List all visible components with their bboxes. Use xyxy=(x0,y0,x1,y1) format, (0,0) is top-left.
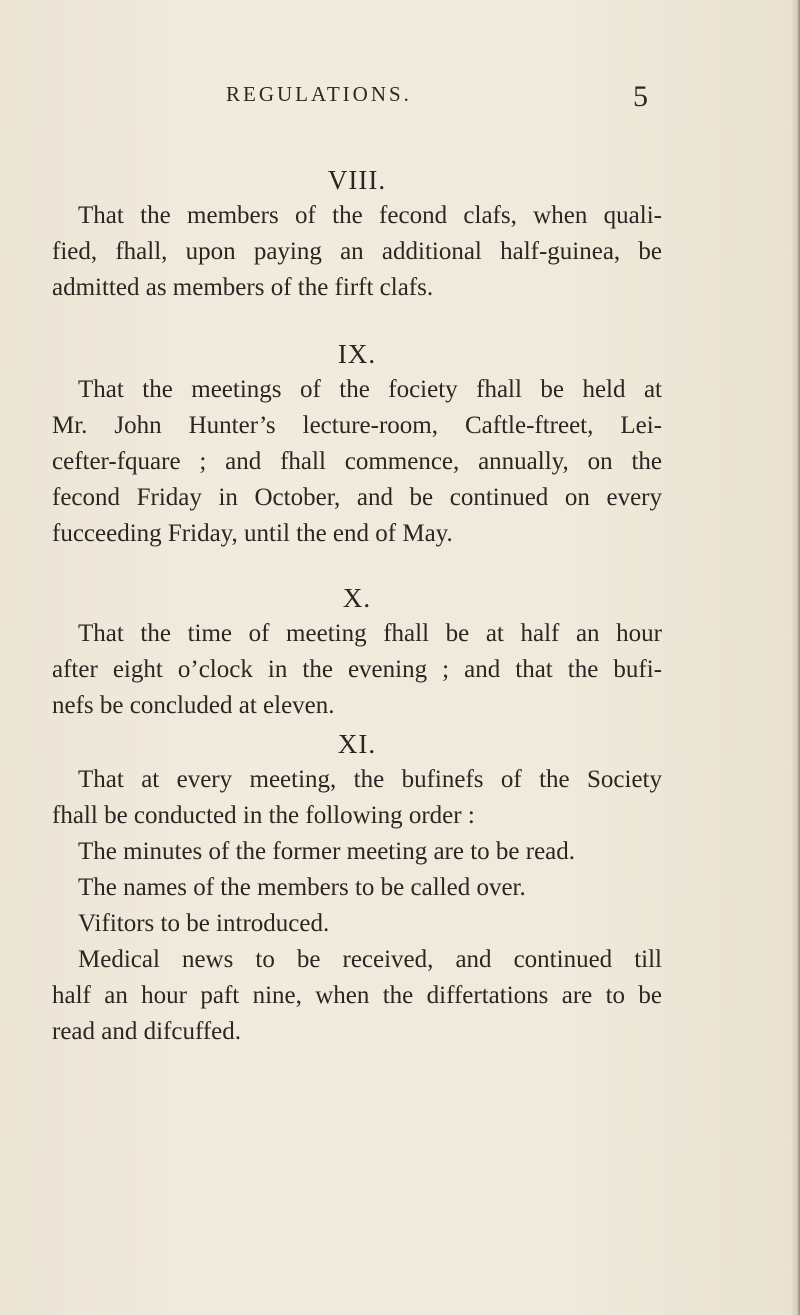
text-line: The names of the members to be called over. xyxy=(78,874,526,901)
text-line: That the meetings of the fociety fhall be held at xyxy=(78,376,662,403)
section-viii xyxy=(52,162,662,306)
text-line: Vifitors to be introduced. xyxy=(78,910,330,937)
text-line: nefs be concluded at eleven. xyxy=(52,692,335,719)
section-numeral: XI. xyxy=(337,729,377,759)
text-line: Medical news to be received, and continued till xyxy=(78,946,662,973)
text-line: admitted as members of the firft clafs. xyxy=(52,274,434,301)
text-line: That at every meeting, the bufinefs of the Society xyxy=(78,766,662,793)
section-numeral: X. xyxy=(342,583,372,613)
text-line: read and difcuffed. xyxy=(52,1018,242,1045)
page-number: 5 xyxy=(633,80,648,113)
text-line: That the time of meeting fhall be at half an hour xyxy=(78,620,662,647)
section-numeral: VIII. xyxy=(327,165,387,195)
text-line: fucceeding Friday, until the end of May. xyxy=(52,520,453,547)
section-ix xyxy=(52,336,662,552)
text-line: The minutes of the former meeting are to be read. xyxy=(78,838,576,865)
text-line: fhall be conducted in the following order : xyxy=(52,802,475,829)
section-x xyxy=(52,580,662,724)
text-line: after eight o’clock in the evening ; and that the bufi- xyxy=(52,656,662,683)
text-line: half an hour paft nine, when the differtations are to be xyxy=(52,982,662,1009)
section-xi xyxy=(52,726,662,1050)
text-line: fecond Friday in October, and be continued on every xyxy=(52,484,662,511)
text-line: Mr. John Hunter’s lecture-room, Caftle-ftreet, Lei- xyxy=(52,412,662,439)
text-line: cefter-fquare ; and fhall commence, annually, on the xyxy=(52,448,662,475)
text-line: That the members of the fecond clafs, when quali- xyxy=(78,202,662,229)
page-edge xyxy=(792,0,800,1315)
text-line: fied, fhall, upon paying an additional half-guinea, be xyxy=(52,238,662,265)
section-numeral: IX. xyxy=(337,339,377,369)
running-head: REGULATIONS. xyxy=(226,82,412,106)
